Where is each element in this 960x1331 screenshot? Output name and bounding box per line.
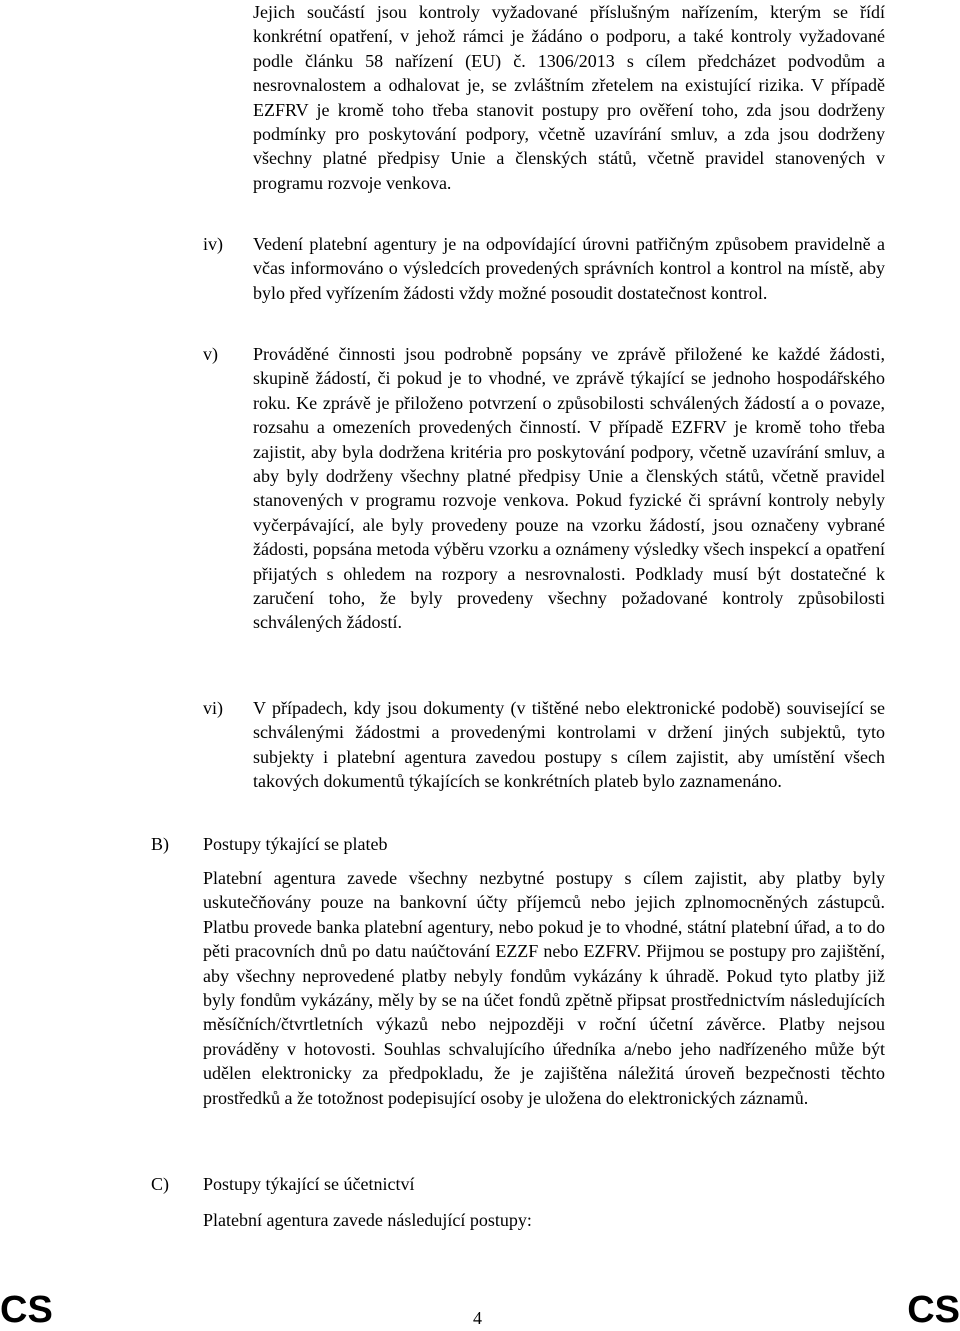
section-b-heading: Postupy týkající se plateb [203,834,388,854]
section-c-text: Platební agentura zavede následující postupy: [203,1210,532,1230]
section-b-label: B) [151,834,169,854]
item-iii-continuation-text: Jejich součástí jsou kontroly vyžadované příslušným nařízením, kterým se řídí konkrétní opatření, v jehož rámci je žádáno o podporu, a také kontroly vyžadované podle článku 58 nařízení (EU) č. 1306/2013 s cílem předcházet podvodům a nesrovnalostem a odhalovat je, se zvláštním zřetelem na existující rizika. V případě EZFRV je kromě toho třeba stanovit postupy pro ověření toho, zda jsou dodrženy podmínky pro poskytování podpory, včetně uzavírání smluv, a zda jsou dodrženy všechny platné předpisy Unie a členských států, včetně pravidel stanovených v programu rozvoje venkova. [253,2,885,193]
page-number: 4 [473,1308,482,1328]
item-iv-text: Vedení platební agentury je na odpovídající úrovni patřičným způsobem pravidelně a včas informováno o výsledcích provedených správních kontrol a kontrol na místě, aby bylo před vyřízením žádosti vždy možné posoudit dostatečnost kontrol. [253,234,885,303]
item-vi-text: V případech, kdy jsou dokumenty (v tištěné nebo elektronické podobě) související se schválenými žádostmi a provedenými kontrolami v držení jiných subjektů, tyto subjekty i platební agentura zavedou postupy s cílem zajistit, aby umístění všech takových dokumentů týkajících se konkrétních plateb bylo zaznamenáno. [253,698,885,792]
item-v-label: v) [203,344,218,364]
section-c-label: C) [151,1174,169,1194]
item-iv-label: iv) [203,234,223,254]
item-v-text: Prováděné činnosti jsou podrobně popsány ve zprávě přiložené ke každé žádosti, skupině žádostí, či pokud je to vhodné, ve zprávě týkající se jednoho hospodářského roku. Ke zprávě je přiloženo potvrzení o způsobilosti schválených žádostí a o povaze, rozsahu a omezeních provedených činností. V případě EZFRV je kromě toho třeba zajistit, aby byla dodržena kritéria pro poskytování podpory, včetně uzavírání smluv, a aby byly dodrženy všechny platné předpisy Unie a členských států, včetně pravidel stanovených v programu rozvoje venkova. Pokud fyzické či správní kontroly nebyly vyčerpávající, ale byly provedeny pouze na vzorku žádostí, jsou označeny vybrané žádosti, popsána metoda výběru vzorku a oznámeny výsledky všech inspekcí a opatření přijatých s ohledem na rozpory a nesrovnalosti. Podklady musí být dostatečné k zaručení toho, že byly provedeny všechny požadované kontroly způsobilosti schválených žádostí. [253,344,885,633]
section-c-heading: Postupy týkající se účetnictví [203,1174,415,1194]
footer-language-mark-right: CS [907,1289,960,1331]
footer-language-mark-left: CS [0,1289,53,1331]
section-b-text: Platební agentura zavede všechny nezbytné postupy s cílem zajistit, aby platby byly uskutečňovány pouze na bankovní účty příjemců nebo jejich zplnomocněných zástupců. Platbu provede banka platební agentury, nebo pokud je to vhodné, státní platební úřad, a to do pěti pracovních dnů po datu naúčtování EZZF nebo EZFRV. Přijmou se postupy pro zajištění, aby všechny neprovedené platby nebyly fondům vykázány k úhradě. Pokud tyto platby již byly fondům vykázány, měly by se na účet fondů zpětně připsat prostřednictvím následujících měsíčních/čtvrtletních výkazů nebo nejpozději v roční účetní závěrce. Platby nejsou prováděny v hotovosti. Souhlas schvalujícího úředníka a/nebo jeho nadřízeného může být udělen elektronicky za předpokladu, že je zajištěna náležitá úroveň bezpečnosti těchto prostředků a že totožnost podepisující osoby je uložena do elektronických záznamů. [203,868,885,1108]
item-vi-label: vi) [203,698,223,718]
